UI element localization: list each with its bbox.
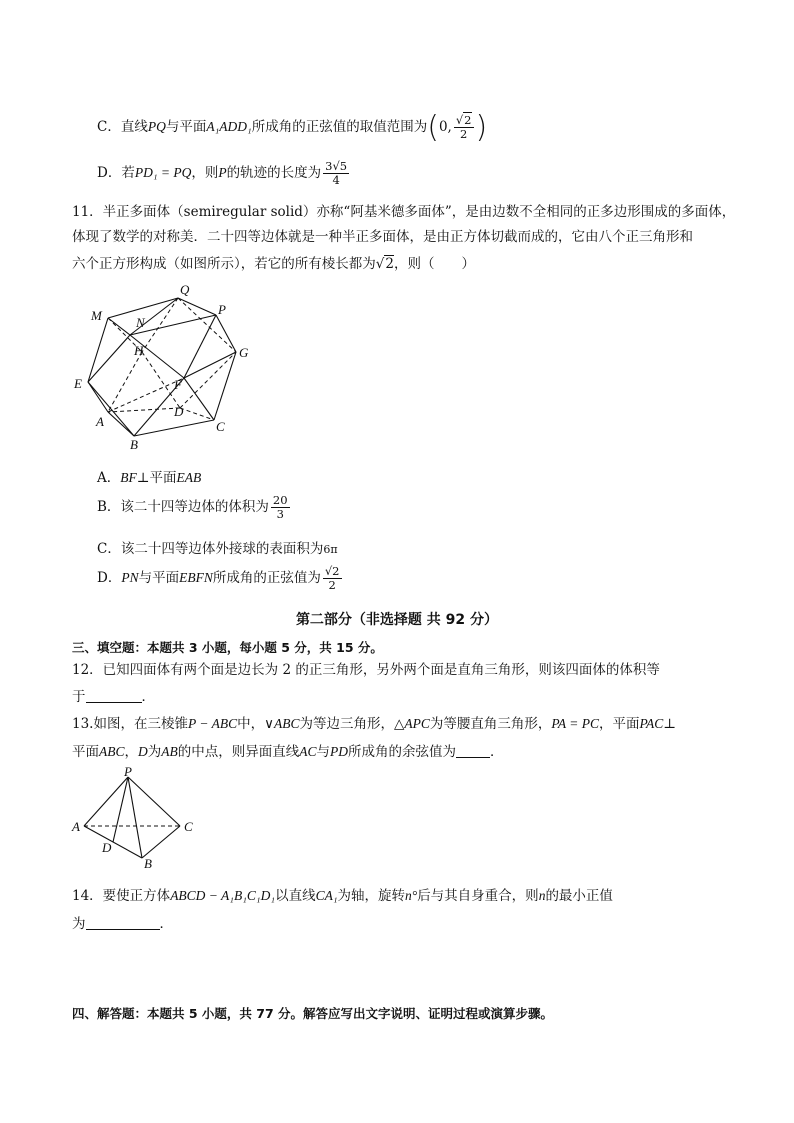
- label-h: H: [134, 343, 144, 358]
- q13-line-2: 平面ABC，D为AB的中点，则异面直线AC与PD所成角的余弦值为 ．: [72, 744, 504, 760]
- label-c: C: [216, 419, 225, 434]
- q11-option-c: C．该二十四等边体外接球的表面积为6π: [97, 541, 338, 557]
- part-two-heading: 第二部分（非选择题 共 92 分）: [295, 612, 499, 628]
- label-f: F: [174, 377, 182, 392]
- q14-answer-blank[interactable]: [86, 917, 160, 930]
- label-b: B: [144, 856, 152, 870]
- q13-answer-blank[interactable]: [456, 745, 490, 758]
- label-a: A: [72, 819, 80, 834]
- label-p: P: [218, 302, 226, 317]
- q12-answer-blank[interactable]: [86, 690, 142, 703]
- label-a: A: [96, 414, 104, 429]
- label-c: C: [184, 819, 193, 834]
- q11-line-1: 11．半正多面体（semiregular solid）亦称“阿基米德多面体”，是由边数不全相同的正多边形围成的多面体，: [72, 204, 736, 220]
- q11-line-3: 六个正方形构成（如图所示），若它的所有棱长都为√2，则（ ）: [72, 256, 475, 272]
- label-p: P: [124, 764, 132, 779]
- label-d: D: [102, 840, 112, 855]
- q11-option-a: A．BF⊥平面EAB: [97, 470, 202, 486]
- q11-option-b: B．该二十四等边体的体积为 $\frac{20}{3}$: [97, 493, 288, 521]
- cuboctahedron-figure: [70, 280, 270, 455]
- label-b: B: [130, 437, 138, 452]
- pyramid-figure: [68, 762, 208, 870]
- q12-line-2: 于 ．: [72, 689, 155, 705]
- q12-line-1: 12．已知四面体有两个面是边长为 2 的正三角形，另外两个面是直角三角形，则该四面体的体积等: [72, 662, 660, 678]
- section-three-heading: 三、填空题：本题共 3 小题，每小题 5 分，共 15 分。: [72, 640, 383, 655]
- q14-line-2: 为 ．: [72, 916, 173, 932]
- q14-line-1: 14．要使正方体ABCD − A₁B₁C₁D₁以直线CA₁为轴，旋转n°后与其自身重合，则n的最小正值: [72, 888, 613, 904]
- label-d: D: [174, 404, 184, 419]
- q13-line-1: 13.如图，在三棱锥P − ABC中，∨ABC为等边三角形，△APC为等腰直角三角形，PA = PC，平面PAC⊥: [72, 716, 676, 732]
- q10-option-c: C．直线PQ与平面A₁ADD₁所成角的正弦值的取值范围为(0, $\frac{√2}{2}$ ): [97, 110, 488, 145]
- label-m: M: [91, 308, 102, 323]
- q10-option-d: D．若PD₁ = PQ，则P的轨迹的长度为 $\frac{3√5}{4}$: [97, 159, 348, 187]
- label-g: G: [239, 345, 249, 360]
- label-q: Q: [180, 282, 190, 297]
- label-e: E: [74, 376, 82, 391]
- q11-line-2: 体现了数学的对称美．二十四等边体就是一种半正多面体，是由正方体切截而成的，它由八个正三角形和: [72, 229, 693, 245]
- label-n: N: [136, 315, 145, 330]
- section-four-heading: 四、解答题：本题共 5 小题，共 77 分。解答应写出文字说明、证明过程或演算步骤。: [72, 1006, 554, 1021]
- q11-option-d: D．PN与平面EBFN所成角的正弦值为 $\frac{√2}{2}$: [97, 564, 340, 592]
